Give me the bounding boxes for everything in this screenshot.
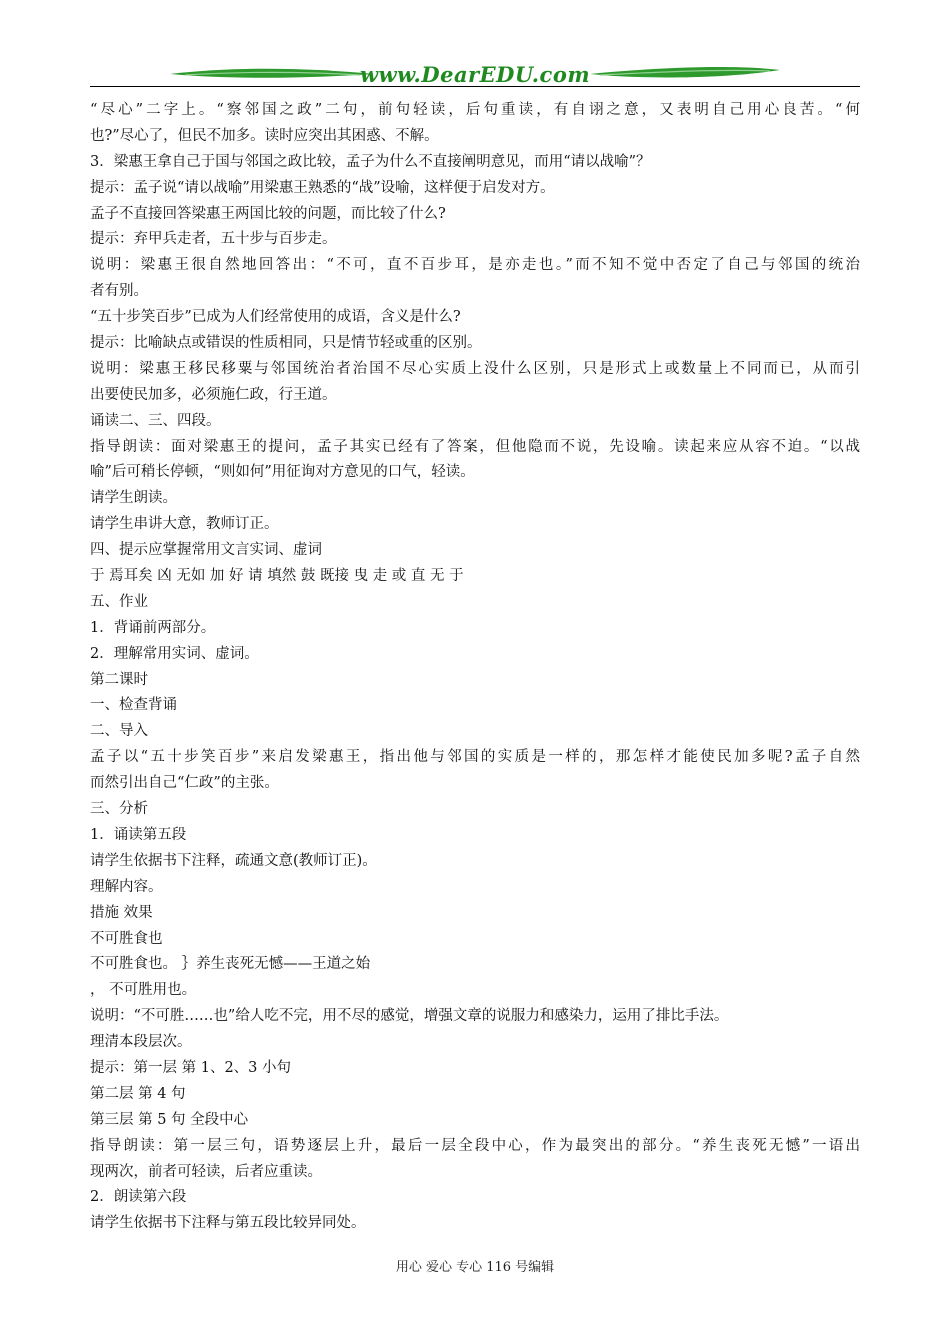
text-line: 一、检查背诵 <box>90 697 177 714</box>
text-line: 提示：孟子说“请以战喻”用梁惠王熟悉的“战”设喻，这样便于启发对方。 <box>90 179 555 196</box>
site-logo-text: www.DearEDU.com <box>359 62 591 87</box>
text-line: 提示：第一层 第 1、2、3 小句 <box>90 1059 292 1076</box>
text-line: 也?”尽心了，但民不加多。读时应突出其困惑、不解。 <box>90 127 439 144</box>
text-line: 不可胜食也 <box>90 930 163 947</box>
text-line: 提示：比喻缺点或错误的性质相同，只是情节轻或重的区别。 <box>90 335 482 352</box>
text-line: 者有别。 <box>90 283 148 300</box>
text-line: 提示：弃甲兵走者，五十步与百步走。 <box>90 231 337 248</box>
text-line: 3．梁惠王拿自己于国与邻国之政比较，孟子为什么不直接阐明意见，而用“请以战喻”？ <box>90 153 651 170</box>
text-line: 1．诵读第五段 <box>90 826 187 843</box>
body-text <box>90 98 860 1237</box>
text-line: 指导朗读：第一层三句，语势逐层上升，最后一层全段中心，作为最突出的部分。“养生丧死无憾”一语出 <box>90 1137 860 1154</box>
text-line: “尽心”二字上。“察邻国之政”二句，前句轻读，后句重读，有自诩之意，又表明自己用心良苦。“何 <box>90 102 860 118</box>
text-line: ， 不可胜用也。 <box>90 982 197 999</box>
text-line: 请学生串讲大意，教师订正。 <box>90 516 279 533</box>
text-line: 出要使民加多，必须施仁政，行王道。 <box>90 386 337 403</box>
text-line: 第二课时 <box>90 671 148 688</box>
text-line: 说明：“不可胜……也”给人吃不完，用不尽的感觉，增强文章的说服力和感染力，运用了排比手法。 <box>90 1008 729 1025</box>
text-line: 于 焉耳矣 凶 无如 加 好 请 填然 鼓 既接 曳 走 或 直 无 于 <box>90 568 464 585</box>
text-line: 措施 效果 <box>90 904 153 921</box>
text-line: 理解内容。 <box>90 878 163 895</box>
text-line: 孟子以“五十步笑百步”来启发梁惠王，指出他与邻国的实质是一样的，那怎样才能使民加多呢?孟子自然 <box>90 749 860 766</box>
text-line: 理清本段层次。 <box>90 1034 192 1051</box>
text-line: “五十步笑百步”已成为人们经常使用的成语，含义是什么? <box>90 309 461 326</box>
text-line: 1．背诵前两部分。 <box>90 619 216 636</box>
text-line: 第二层 第 4 句 <box>90 1085 186 1102</box>
text-line: 请学生朗读。 <box>90 490 177 507</box>
text-line: 孟子不直接回答梁惠王两国比较的问题，而比较了什么? <box>90 205 446 222</box>
text-line: 四、提示应掌握常用文言实词、虚词 <box>90 542 322 559</box>
text-line: 三、分析 <box>90 801 148 818</box>
text-line: 第三层 第 5 句 全段中心 <box>90 1111 249 1128</box>
text-line: 二、导入 <box>90 723 148 740</box>
text-line: 说明：梁惠王移民移粟与邻国统治者治国不尽心实质上没什么区别，只是形式上或数量上不同而已，从而引 <box>90 360 860 377</box>
text-line: 喻”后可稍长停顿，“则如何”用征询对方意见的口气，轻读。 <box>90 464 475 481</box>
text-line: 现两次，前者可轻读，后者应重读。 <box>90 1163 322 1180</box>
header-rule <box>90 86 860 87</box>
text-line: 而然引出自己“仁政”的主张。 <box>90 775 279 792</box>
text-line: 不可胜食也。 ｝养生丧死无憾——王道之始 <box>90 956 371 973</box>
text-line: 说明：梁惠王很自然地回答出：“不可，直不百步耳，是亦走也。”而不知不觉中否定了自己与邻国的统治 <box>90 257 860 274</box>
text-line: 请学生依据书下注释与第五段比较异同处。 <box>90 1215 366 1232</box>
page-footer: 用心 爱心 专心 116 号编辑 <box>395 1260 555 1275</box>
text-line: 诵读二、三、四段。 <box>90 412 221 429</box>
text-line: 指导朗读：面对梁惠王的提问，孟子其实已经有了答案，但他隐而不说，先设喻。读起来应从容不迫。“以战 <box>90 438 860 455</box>
text-line: 五、作业 <box>90 593 148 610</box>
text-line: 2．理解常用实词、虚词。 <box>90 645 259 662</box>
text-line: 请学生依据书下注释，疏通文意(教师订正)。 <box>90 852 377 869</box>
text-line: 2．朗读第六段 <box>90 1189 187 1206</box>
